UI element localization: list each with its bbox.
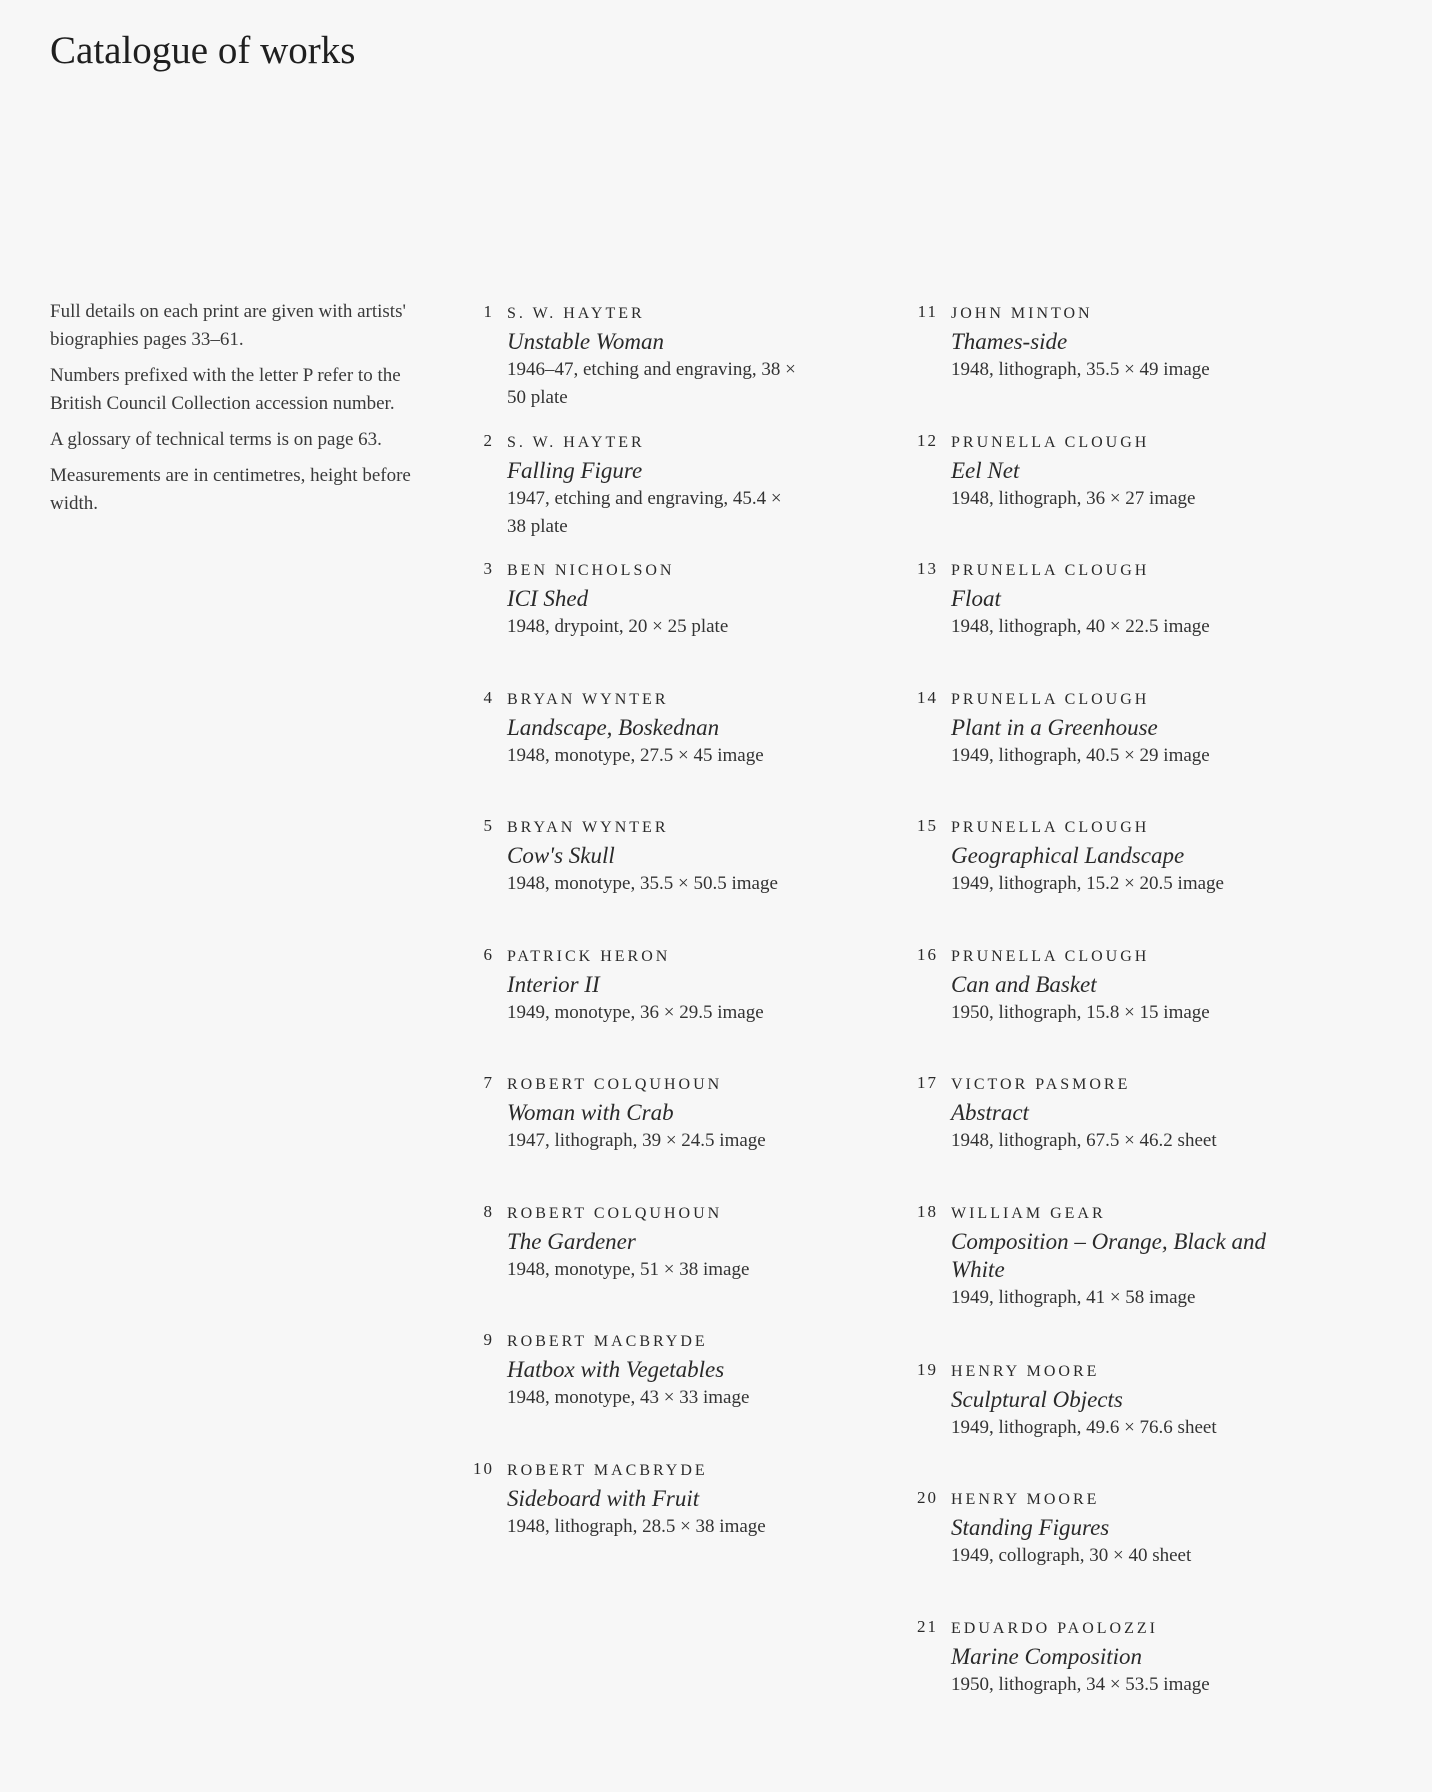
catalogue-entry bbox=[462, 1459, 862, 1588]
entry-title: Landscape, Boskednan bbox=[507, 714, 720, 740]
note-accession: Numbers prefixed with the letter P refer to the British Council Collection accession number. bbox=[50, 365, 401, 414]
catalogue-entry bbox=[906, 945, 1346, 1074]
note-details: Full details on each print are given with artists' biographies pages 33–61. bbox=[50, 301, 406, 350]
entry-artist: VICTOR PASMORE bbox=[951, 1076, 1131, 1093]
entry-number: 13 bbox=[917, 559, 938, 578]
entry-artist: HENRY MOORE bbox=[951, 1362, 1100, 1380]
entry-artist: EDUARDO PAOLOZZI bbox=[951, 1619, 1158, 1637]
entry-details: 1949, collograph, 30 × 40 sheet bbox=[951, 1545, 1192, 1566]
entry-details: 1948, monotype, 51 × 38 image bbox=[507, 1258, 750, 1280]
catalogue-entry bbox=[906, 1360, 1346, 1489]
entry-title: Unstable Woman bbox=[507, 329, 664, 354]
entry-title: Thames-side bbox=[951, 329, 1068, 354]
entry-title: Eel Net bbox=[951, 457, 1020, 483]
entry-details: 1948, drypoint, 20 × 25 plate bbox=[507, 616, 729, 637]
page-title: Catalogue of works bbox=[50, 29, 356, 72]
entry-title: Interior II bbox=[507, 971, 600, 997]
catalogue-entry bbox=[462, 1073, 862, 1202]
entry-details: 1948, lithograph, 36 × 27 image bbox=[951, 487, 1196, 509]
entry-number: 6 bbox=[483, 944, 494, 964]
entry-title: Float bbox=[951, 586, 1001, 611]
entry-number: 8 bbox=[483, 1201, 494, 1221]
entry-title: Plant in a Greenhouse bbox=[951, 714, 1158, 740]
catalogue-entry bbox=[462, 1330, 862, 1459]
catalogue-entry bbox=[462, 559, 862, 688]
entry-artist: S. W. HAYTER bbox=[507, 305, 645, 322]
entry-artist: HENRY MOORE bbox=[951, 1491, 1100, 1508]
entry-title: Marine Composition bbox=[951, 1643, 1143, 1669]
entry-artist: BRYAN WYNTER bbox=[507, 819, 669, 836]
entry-title: Can and Basket bbox=[951, 971, 1097, 997]
catalogue-entry bbox=[462, 302, 862, 431]
entry-number: 9 bbox=[483, 1330, 494, 1349]
catalogue-entry bbox=[906, 431, 1346, 560]
catalogue-entry bbox=[462, 431, 862, 560]
entry-number: 16 bbox=[917, 944, 938, 964]
entry-artist: PRUNELLA CLOUGH bbox=[951, 690, 1150, 708]
entry-number: 4 bbox=[483, 687, 494, 707]
entry-number: 17 bbox=[917, 1073, 938, 1092]
entry-number: 21 bbox=[917, 1616, 938, 1636]
entry-artist: PRUNELLA CLOUGH bbox=[951, 562, 1150, 579]
catalogue-entry bbox=[462, 688, 862, 817]
entry-title: Composition – Orange, Black and White bbox=[951, 1228, 1266, 1282]
entry-details: 1948, lithograph, 40 × 22.5 image bbox=[951, 616, 1210, 637]
entry-number: 7 bbox=[483, 1073, 494, 1092]
entry-details: 1948, monotype, 43 × 33 image bbox=[507, 1387, 750, 1408]
entry-number: 11 bbox=[917, 302, 938, 321]
entry-artist: PRUNELLA CLOUGH bbox=[951, 433, 1150, 451]
entry-artist: WILLIAM GEAR bbox=[951, 1204, 1106, 1222]
entry-details: 1948, monotype, 27.5 × 45 image bbox=[507, 744, 764, 766]
entry-artist: PRUNELLA CLOUGH bbox=[951, 947, 1150, 965]
entry-artist: ROBERT MACBRYDE bbox=[507, 1333, 708, 1350]
catalogue-entry bbox=[906, 688, 1346, 817]
entry-details: 1948, lithograph, 28.5 × 38 image bbox=[507, 1515, 766, 1537]
entry-details: 1950, lithograph, 15.8 × 15 image bbox=[951, 1001, 1210, 1023]
entry-artist: JOHN MINTON bbox=[951, 305, 1093, 322]
entry-details: 1947, etching and engraving, 45.4 × 38 plate bbox=[507, 487, 782, 537]
entry-artist: PRUNELLA CLOUGH bbox=[951, 819, 1150, 836]
catalogue-entry bbox=[906, 302, 1346, 431]
entry-number: 18 bbox=[917, 1201, 938, 1221]
entry-title: Standing Figures bbox=[951, 1515, 1110, 1540]
note-glossary: A glossary of technical terms is on page 63. bbox=[50, 429, 382, 450]
entry-number: 15 bbox=[917, 816, 938, 835]
entry-number: 1 bbox=[483, 302, 494, 321]
entry-artist: ROBERT COLQUHOUN bbox=[507, 1204, 723, 1222]
catalogue-entry bbox=[906, 559, 1346, 688]
entry-number: 5 bbox=[483, 816, 494, 835]
entry-artist: BRYAN WYNTER bbox=[507, 690, 669, 708]
entry-details: 1950, lithograph, 34 × 53.5 image bbox=[951, 1673, 1210, 1695]
entry-title: Abstract bbox=[951, 1100, 1029, 1125]
entry-artist: PATRICK HERON bbox=[507, 947, 671, 965]
entry-artist: ROBERT COLQUHOUN bbox=[507, 1076, 723, 1093]
entry-details: 1948, lithograph, 67.5 × 46.2 sheet bbox=[951, 1130, 1217, 1151]
entry-details: 1949, lithograph, 40.5 × 29 image bbox=[951, 744, 1210, 766]
entry-artist: ROBERT MACBRYDE bbox=[507, 1461, 708, 1479]
entry-details: 1948, lithograph, 35.5 × 49 image bbox=[951, 359, 1210, 380]
catalogue-entry bbox=[462, 945, 862, 1074]
entry-number: 19 bbox=[917, 1359, 938, 1379]
entry-title: ICI Shed bbox=[507, 586, 589, 611]
catalogue-column-2 bbox=[906, 302, 1346, 1745]
catalogue-entry bbox=[462, 816, 862, 945]
entry-number: 10 bbox=[473, 1458, 494, 1478]
entry-details: 1949, lithograph, 49.6 × 76.6 sheet bbox=[951, 1416, 1217, 1438]
entry-details: 1948, monotype, 35.5 × 50.5 image bbox=[507, 873, 778, 894]
entry-details: 1949, lithograph, 15.2 × 20.5 image bbox=[951, 873, 1224, 894]
entry-title: Woman with Crab bbox=[507, 1100, 674, 1125]
entry-details: 1947, lithograph, 39 × 24.5 image bbox=[507, 1130, 766, 1151]
entry-title: Geographical Landscape bbox=[951, 843, 1185, 868]
catalogue-entry bbox=[906, 1488, 1346, 1617]
entry-title: Falling Figure bbox=[507, 457, 643, 483]
catalogue-column-1 bbox=[462, 302, 862, 1587]
entry-number: 2 bbox=[483, 430, 494, 450]
catalogue-entry bbox=[906, 1202, 1346, 1360]
catalogue-entry bbox=[906, 816, 1346, 945]
entry-number: 3 bbox=[483, 559, 494, 578]
catalogue-entry bbox=[906, 1617, 1346, 1746]
entry-artist: BEN NICHOLSON bbox=[507, 562, 675, 579]
note-measurements: Measurements are in centimetres, height before width. bbox=[50, 465, 411, 514]
entry-details: 1949, lithograph, 41 × 58 image bbox=[951, 1286, 1196, 1308]
entry-title: Sculptural Objects bbox=[951, 1386, 1123, 1412]
entry-number: 20 bbox=[917, 1488, 938, 1507]
entry-details: 1946–47, etching and engraving, 38 × 50 plate bbox=[507, 359, 796, 408]
entry-details: 1949, monotype, 36 × 29.5 image bbox=[507, 1001, 764, 1023]
entry-artist: S. W. HAYTER bbox=[507, 433, 645, 451]
entry-title: The Gardener bbox=[507, 1228, 636, 1254]
entry-number: 14 bbox=[917, 687, 938, 707]
entry-number: 12 bbox=[917, 430, 938, 450]
entry-title: Sideboard with Fruit bbox=[507, 1485, 700, 1511]
catalogue-entry bbox=[906, 1073, 1346, 1202]
catalogue-entry bbox=[462, 1202, 862, 1331]
entry-title: Cow's Skull bbox=[507, 843, 615, 868]
catalogue-notes bbox=[50, 298, 450, 526]
entry-title: Hatbox with Vegetables bbox=[507, 1357, 725, 1382]
